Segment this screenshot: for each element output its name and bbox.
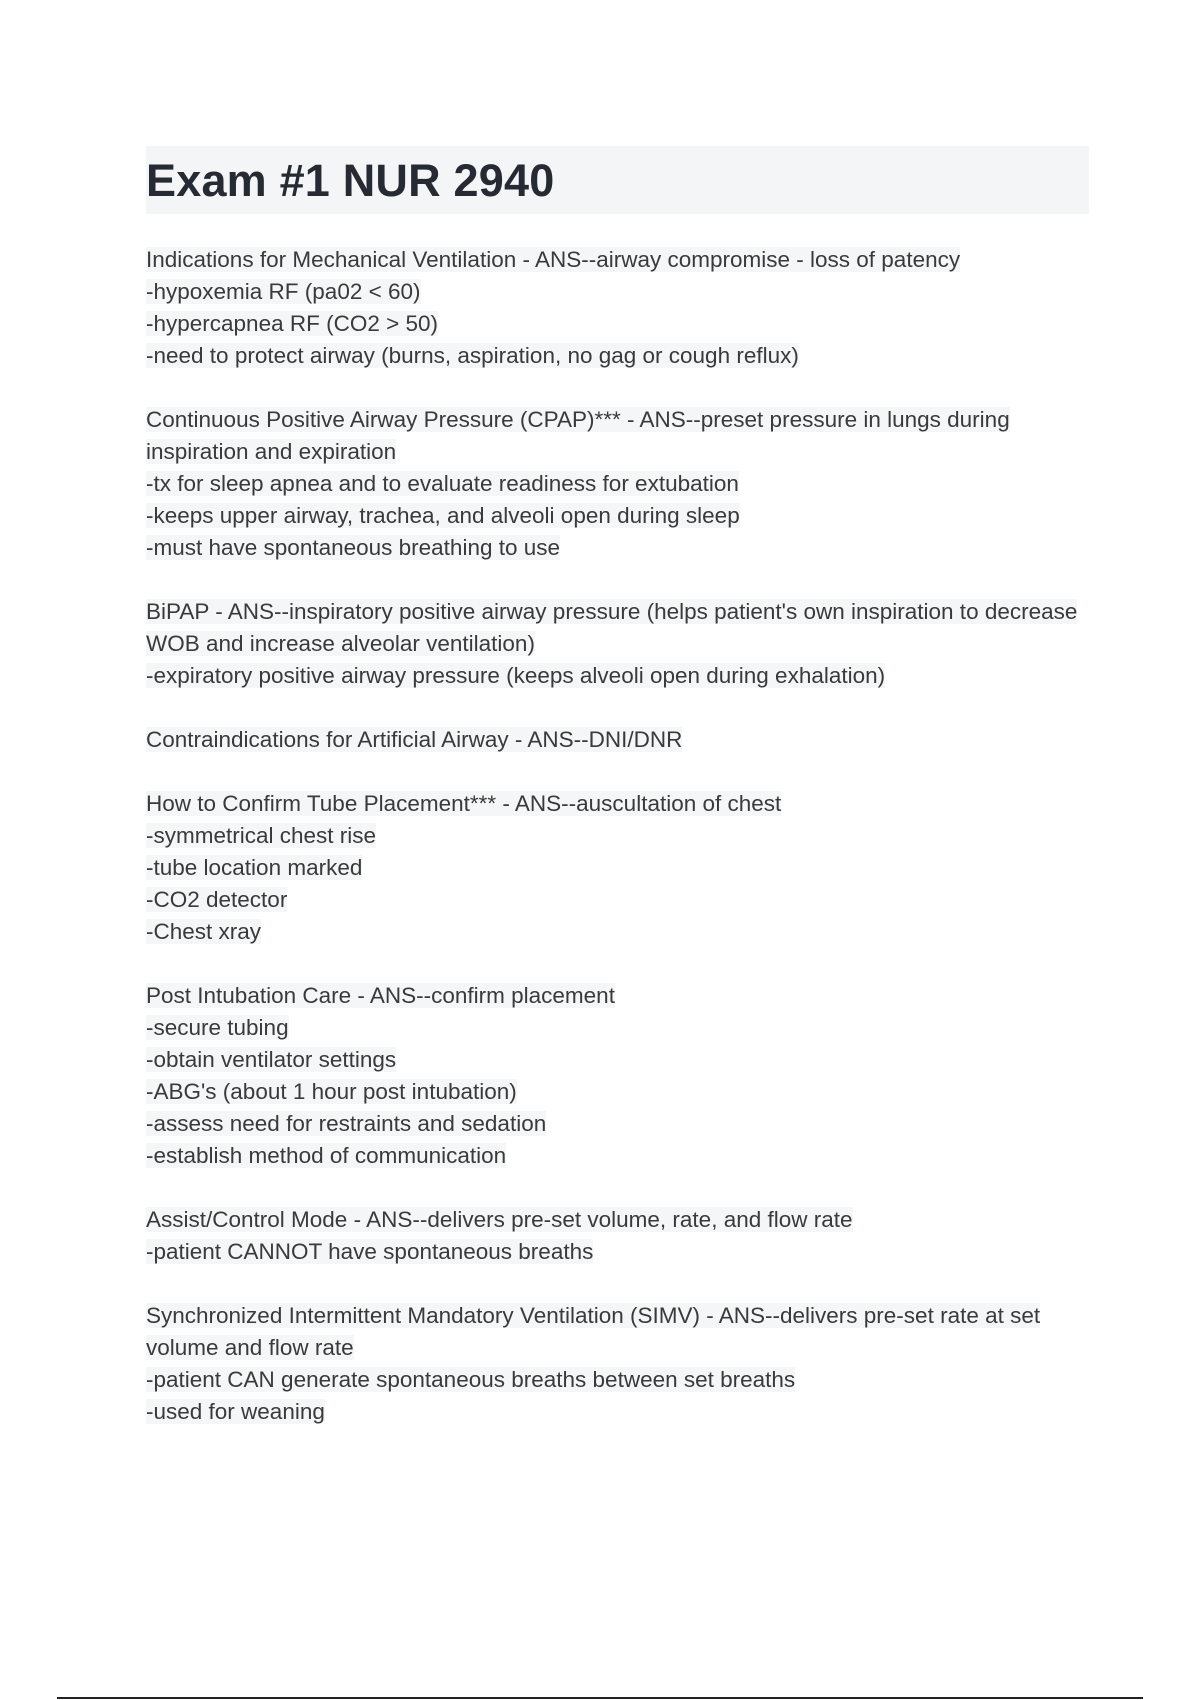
qa-line: Indications for Mechanical Ventilation - ANS--airway compromise - loss of patency [146, 247, 961, 272]
qa-line: Post Intubation Care - ANS--confirm placement [146, 983, 615, 1008]
qa-line: -ABG's (about 1 hour post intubation) [146, 1079, 517, 1104]
qa-block-tube-placement [146, 788, 1090, 948]
qa-line: Synchronized Intermittent Mandatory Ventilation (SIMV) - ANS--delivers pre-set rate at set volume and flow rate [146, 1303, 1041, 1360]
qa-line: -hypoxemia RF (pa02 < 60) [146, 279, 421, 304]
qa-line: -expiratory positive airway pressure (keeps alveoli open during exhalation) [146, 663, 886, 688]
qa-line: -patient CANNOT have spontaneous breaths [146, 1239, 594, 1264]
qa-line: -CO2 detector [146, 887, 288, 912]
qa-line: -establish method of communication [146, 1143, 507, 1168]
qa-line: -hypercapnea RF (CO2 > 50) [146, 311, 439, 336]
qa-line: -tx for sleep apnea and to evaluate readiness for extubation [146, 471, 739, 496]
qa-list [146, 244, 1090, 1460]
qa-block-contraindications [146, 724, 1090, 756]
qa-block-simv [146, 1300, 1090, 1428]
qa-line: How to Confirm Tube Placement*** - ANS--auscultation of chest [146, 791, 782, 816]
qa-block-post-intubation [146, 980, 1090, 1172]
qa-line: -assess need for restraints and sedation [146, 1111, 547, 1136]
qa-line: Continuous Positive Airway Pressure (CPAP)*** - ANS--preset pressure in lungs during inspiration and expiration [146, 407, 1010, 464]
qa-line: Contraindications for Artificial Airway - ANS--DNI/DNR [146, 727, 683, 752]
qa-block-cpap [146, 404, 1090, 564]
qa-line: -used for weaning [146, 1399, 325, 1424]
footer-divider [57, 1697, 1143, 1699]
qa-line: -tube location marked [146, 855, 363, 880]
qa-line: -obtain ventilator settings [146, 1047, 397, 1072]
qa-line: -need to protect airway (burns, aspiration, no gag or cough reflux) [146, 343, 799, 368]
qa-line: BiPAP - ANS--inspiratory positive airway pressure (helps patient's own inspiration to decrease WOB and increase alveolar ventilation) [146, 599, 1078, 656]
qa-line: -must have spontaneous breathing to use [146, 535, 561, 560]
qa-line: -symmetrical chest rise [146, 823, 377, 848]
qa-line: -keeps upper airway, trachea, and alveoli open during sleep [146, 503, 740, 528]
qa-block-assist-control [146, 1204, 1090, 1268]
qa-line: -Chest xray [146, 919, 262, 944]
qa-block-mechanical-ventilation [146, 244, 1090, 372]
qa-block-bipap [146, 596, 1090, 692]
qa-line: -patient CAN generate spontaneous breaths between set breaths [146, 1367, 796, 1392]
qa-line: Assist/Control Mode - ANS--delivers pre-set volume, rate, and flow rate [146, 1207, 853, 1232]
title-bar [146, 146, 1089, 214]
page-title: Exam #1 NUR 2940 [146, 154, 555, 206]
qa-line: -secure tubing [146, 1015, 289, 1040]
